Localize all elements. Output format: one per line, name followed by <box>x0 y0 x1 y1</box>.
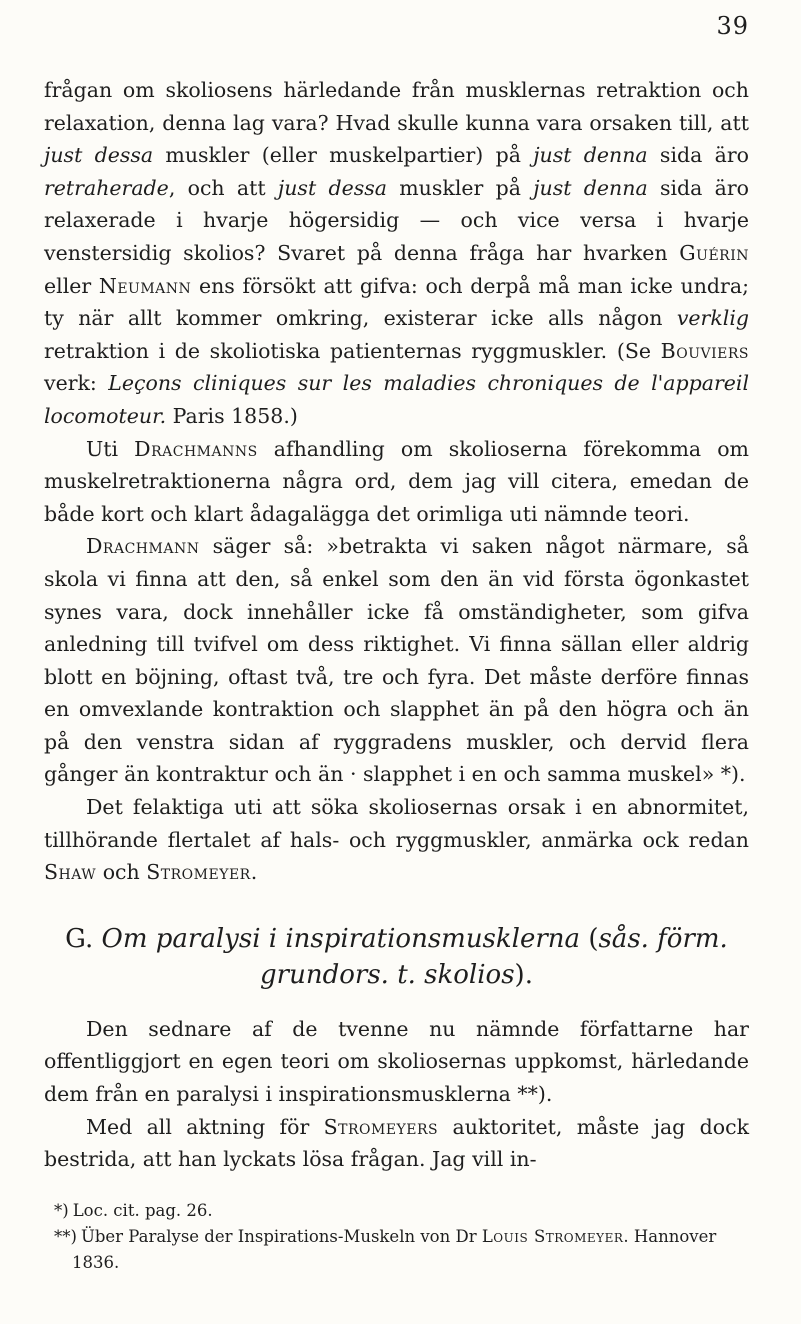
text-run: Neumann <box>98 273 192 298</box>
text-run: just denna <box>533 175 648 200</box>
paragraphs-before-heading <box>44 74 749 889</box>
section-title: Om paralysi i inspirationsmusklerna <box>101 923 581 954</box>
section-subtitle-close: ). <box>514 959 533 990</box>
page-number: 39 <box>716 12 749 40</box>
text-run: ens försökt att gifva: och derpå må man icke undra; ty när allt kommer omkring, existerar icke alls någon <box>44 273 749 331</box>
footnotes <box>44 1198 749 1276</box>
paragraphs-after-heading <box>44 1013 749 1176</box>
text-run: just dessa <box>44 143 154 168</box>
paragraph-p2 <box>44 433 749 531</box>
text-run: frågan om skoliosens härledande från musklernas retraktion och relaxation, denna lag vara? Hvad skulle kunna vara orsaken till, att <box>44 78 749 135</box>
text-run: auktoritet, måste jag dock bestrida, att han lyckats lösa frågan. Jag vill in- <box>44 1114 749 1172</box>
text-run: sida äro <box>647 143 749 168</box>
text-run: Bouviers <box>660 338 749 363</box>
paragraph-p5 <box>44 1013 749 1111</box>
text-run: sida äro relaxerade i hvarje högersidig — och vice versa i hvarje venstersidig skolios? Svaret på denna fråga har hvarken <box>44 175 749 265</box>
text-run: Shaw <box>44 860 97 885</box>
text-run: , och att <box>168 175 278 200</box>
paragraph-p6 <box>44 1111 749 1176</box>
text-run: Den sednare af de tvenne nu nämnde författarne har offentliggjort en egen teori om skoliosernas uppkomst, härledande dem från en paralysi i inspirationsmusklerna **). <box>44 1016 749 1107</box>
text-run: Paris 1858.) <box>166 403 298 428</box>
footnote <box>44 1198 749 1224</box>
text-run: Drachmanns <box>134 436 258 461</box>
text-run: retraktion i de skoliotiska patienternas ryggmuskler. (Se <box>44 338 661 363</box>
text-run: retraherade <box>44 175 169 200</box>
text-run: verklig <box>676 306 749 331</box>
section-heading <box>44 921 749 993</box>
text-run: Stromeyer <box>146 860 251 885</box>
text-run: Loc. cit. pag. 26. <box>72 1200 213 1220</box>
footnote-mark: *) <box>54 1200 69 1220</box>
text-run: just denna <box>533 143 648 168</box>
section-subtitle: sås. förm. grundors. t. skolios <box>260 923 728 990</box>
paragraph-p1 <box>44 74 749 433</box>
text-run: . Hannover 1836. <box>72 1226 717 1272</box>
paragraph-p3 <box>44 530 749 791</box>
section-subtitle-open: ( <box>588 923 599 954</box>
text-run: . <box>250 860 258 885</box>
text-run: säger så: »betrakta vi saken något närmare, så skola vi finna att den, så enkel som den än vid första ögonkastet synes vara, dock innehåller icke få omständigheter, som gifva anledning till tvifvel om dess riktighet. Vi finna sällan eller aldrig blott en böjning, oftast två, tre och fyra. Det måste derföre finnas en omvexlande kontraktion och slapphet än på den högra och än på den venstra sidan af ryggradens muskler, och dervid flera gånger än kontraktur och än · slapphet i en och samma muskel» *). <box>44 534 749 787</box>
paragraph-p4 <box>44 791 749 889</box>
text-run: Stromeyers <box>323 1114 439 1139</box>
text-run: muskler (eller muskelpartier) på <box>153 143 534 168</box>
text-run: Leçons cliniques sur les maladies chroniques de l'appareil locomoteur. <box>44 371 750 428</box>
text-run: Louis Stromeyer <box>481 1226 624 1246</box>
page-body <box>44 74 749 1276</box>
footnote-mark: **) <box>54 1226 77 1246</box>
section-letter: G. <box>65 923 94 954</box>
text-run: just dessa <box>277 175 387 200</box>
text-run: Med all aktning för <box>86 1114 324 1139</box>
text-run: Det felaktiga uti att söka skoliosernas orsak i en abnormitet, tillhörande flertalet af hals- och ryggmuskler, anmärka ock redan <box>44 795 749 852</box>
text-run: eller <box>44 273 99 298</box>
text-run: Über Paralyse der Inspirations-Muskeln von Dr <box>80 1226 482 1246</box>
text-run: Drachmann <box>86 534 200 559</box>
text-run: Guérin <box>679 240 749 265</box>
text-run: afhandling om skolioserna förekomma om muskelretraktionerna några ord, dem jag vill citera, emedan de både kort och klart ådagalägga det orimliga uti nämnde teori. <box>44 436 749 526</box>
footnote <box>44 1224 749 1276</box>
text-run: och <box>96 860 147 885</box>
book-page <box>44 12 749 1312</box>
text-run: verk: <box>44 371 109 396</box>
text-run: muskler på <box>386 175 534 200</box>
text-run: Uti <box>86 436 135 461</box>
